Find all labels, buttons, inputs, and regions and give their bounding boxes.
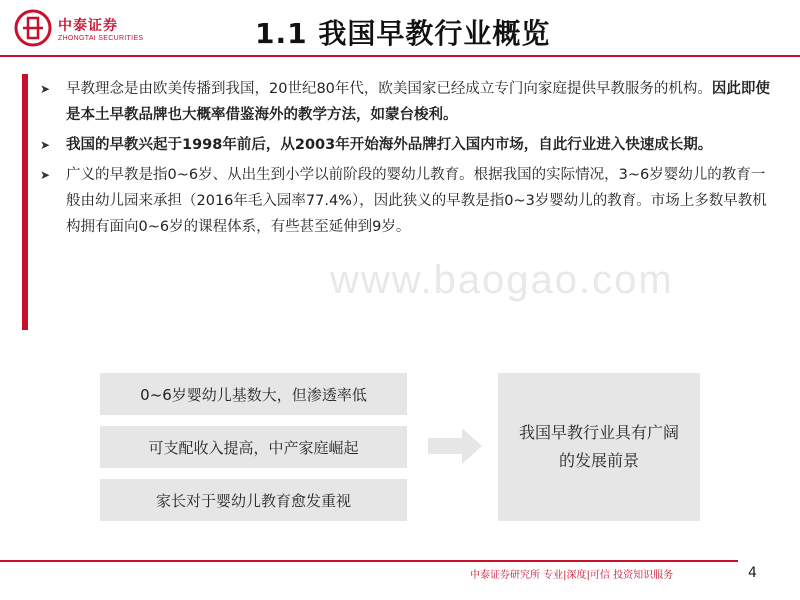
- factor-box: 可支配收入提高，中产家庭崛起: [100, 426, 407, 468]
- bullet-item: [40, 162, 775, 240]
- logo-chinese-name: 中泰证券: [58, 18, 118, 34]
- page-title: 1.1 我国早教行业概览: [255, 17, 551, 50]
- watermark: www.baogao.com: [330, 258, 674, 302]
- bullet-text: 广义的早教是指0~6岁、从出生到小学以前阶段的婴幼儿教育。根据我国的实际情况，3~6岁婴幼儿的教育一般由幼儿园来承担（2016年毛入园率77.4%），因此狭义的早教是指0~3岁婴幼儿的教育。市场上多数早教机构拥有面向0~6岁的课程体系，有些甚至延伸到9岁。: [66, 167, 767, 235]
- conclusion-box: 我国早教行业具有广阔的发展前景: [498, 373, 700, 521]
- footer-tagline: 中泰证券研究所 专业|深度|可信 投资知识服务: [470, 570, 674, 581]
- logo-english-name: ZHONGTAI SECURITIES: [58, 35, 144, 42]
- page-number: 4: [748, 565, 757, 581]
- factor-box: 0~6岁婴幼儿基数大，但渗透率低: [100, 373, 407, 415]
- bullet-emphasis: 因此即使是本土早教品牌也大概率借鉴海外的教学方法，如蒙台梭利。: [66, 81, 770, 123]
- factor-box: 家长对于婴幼儿教育愈发重视: [100, 479, 407, 521]
- title-divider: [0, 55, 800, 57]
- arrowhead-bullet-icon: ➤: [40, 138, 51, 152]
- bullet-item: [40, 132, 775, 158]
- footer-divider: [0, 560, 738, 562]
- coin-logo-icon: [14, 9, 52, 47]
- arrowhead-bullet-icon: ➤: [40, 82, 51, 96]
- bullet-item: [40, 76, 775, 128]
- accent-bar: [22, 74, 28, 330]
- company-logo: [14, 9, 164, 49]
- bullet-list: [40, 76, 775, 244]
- bullet-emphasis: 我国的早教兴起于1998年前后，从2003年开始海外品牌打入国内市场，自此行业进入快速成长期。: [66, 137, 713, 153]
- right-arrow-icon: [428, 426, 484, 466]
- arrowhead-bullet-icon: ➤: [40, 168, 51, 182]
- bullet-text: 早教理念是由欧美传播到我国，20世纪80年代，欧美国家已经成立专门向家庭提供早教服务的机构。: [66, 81, 712, 97]
